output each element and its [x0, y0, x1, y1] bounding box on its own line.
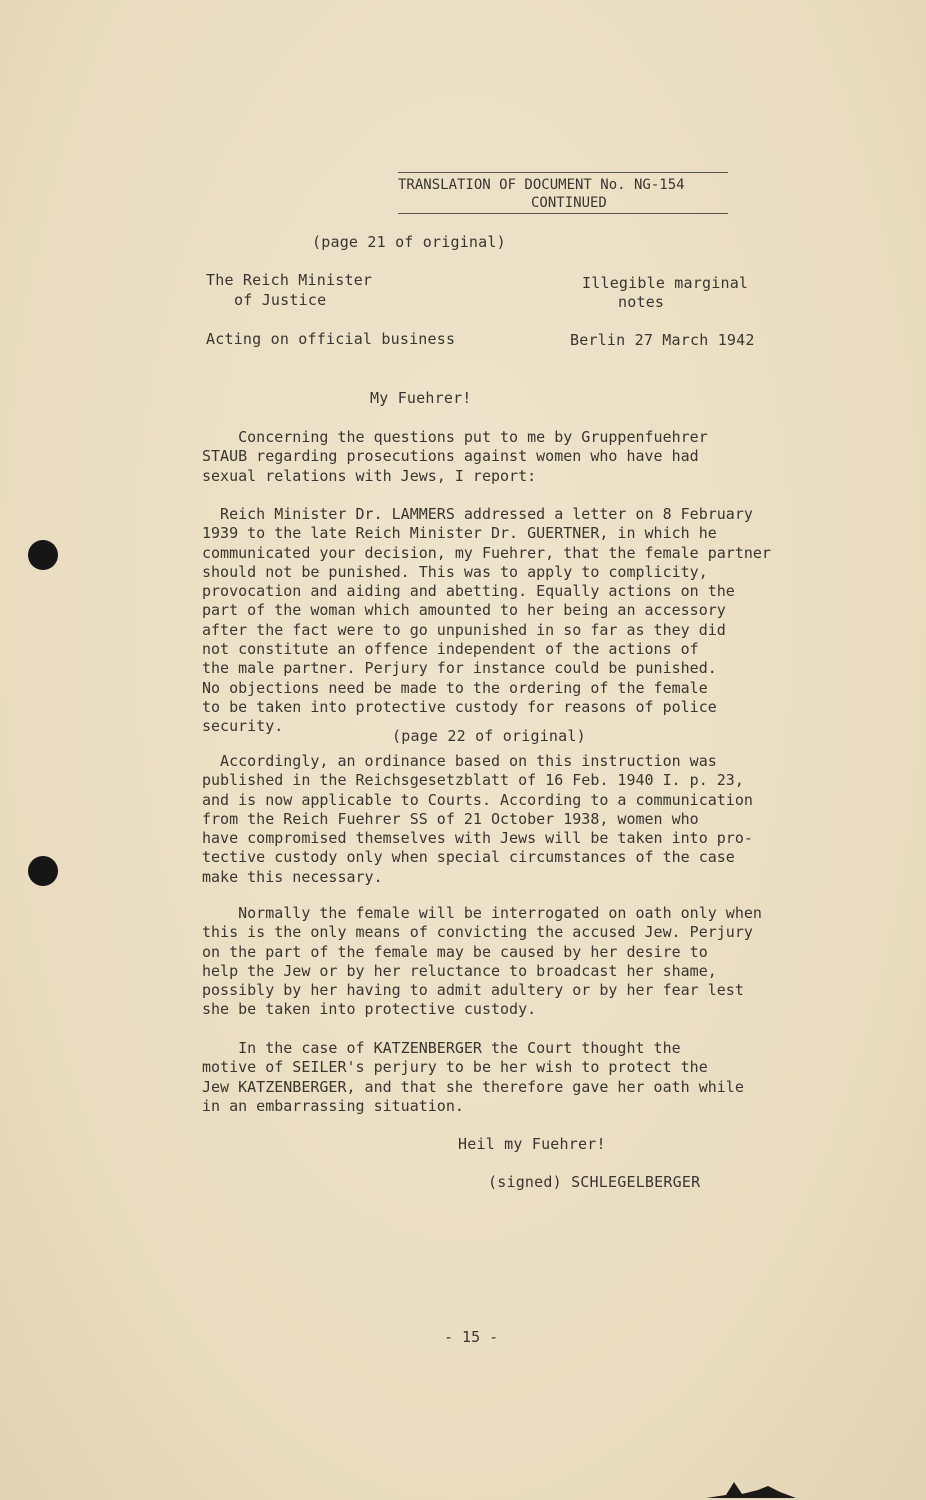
text-line: tective custody only when special circumstances of the case: [202, 848, 735, 867]
paragraph-4: [202, 904, 842, 1020]
text-line: possibly by her having to admit adultery or by her fear lest: [202, 981, 744, 1000]
sender-line-1: The Reich Minister: [206, 271, 373, 289]
text-line: help the Jew or by her reluctance to broadcast her shame,: [202, 961, 717, 980]
text-line: from the Reich Fuehrer SS of 21 October 1938, women who: [202, 809, 699, 828]
text-line: have compromised themselves with Jews will be taken into pro-: [202, 829, 753, 848]
punch-hole-icon: [28, 856, 58, 886]
header-rule-top: [398, 172, 728, 173]
paragraph-2: [202, 505, 842, 737]
text-line: make this necessary.: [202, 867, 383, 886]
punch-hole-icon: [28, 540, 58, 570]
signature: (signed) SCHLEGELBERGER: [488, 1173, 701, 1191]
text-line: 1939 to the late Reich Minister Dr. GUERTNER, in which he: [202, 524, 717, 543]
text-line: after the fact were to go unpunished in so far as they did: [202, 620, 726, 639]
text-line: provocation and aiding and abetting. Equally actions on the: [202, 582, 735, 601]
place-date: Berlin 27 March 1942: [570, 331, 755, 349]
header-rule-bottom: [398, 213, 728, 214]
text-line: Normally the female will be interrogated on oath only when: [202, 904, 762, 922]
text-line: Reich Minister Dr. LAMMERS addressed a letter on 8 February: [202, 505, 753, 523]
text-line: communicated your decision, my Fuehrer, that the female partner: [202, 543, 771, 562]
paragraph-1: [202, 428, 842, 486]
marginal-notes-line-2: notes: [618, 293, 665, 311]
document-header: [398, 172, 728, 214]
text-line: Jew KATZENBERGER, and that she therefore gave her oath while: [202, 1077, 744, 1096]
ink-mark-icon: [706, 1468, 806, 1500]
text-line: to be taken into protective custody for reasons of police: [202, 697, 717, 716]
text-line: In the case of KATZENBERGER the Court thought the: [202, 1039, 681, 1057]
text-line: the male partner. Perjury for instance could be punished.: [202, 659, 717, 678]
marginal-notes-line-1: Illegible marginal: [582, 274, 749, 292]
text-line: STAUB regarding prosecutions against women who have had: [202, 447, 699, 466]
sender-line-3: Acting on official business: [206, 330, 456, 348]
closing: Heil my Fuehrer!: [458, 1135, 606, 1153]
text-line: security.: [202, 717, 284, 736]
text-line: Accordingly, an ordinance based on this instruction was: [202, 752, 717, 770]
text-line: No objections need be made to the ordering of the female: [202, 678, 708, 697]
page-reference-21: (page 21 of original): [312, 233, 506, 251]
text-line: published in the Reichsgesetzblatt of 16 Feb. 1940 I. p. 23,: [202, 771, 744, 790]
header-continued: CONTINUED: [531, 195, 607, 211]
text-line: part of the woman which amounted to her being an accessory: [202, 601, 726, 620]
text-line: this is the only means of convicting the accused Jew. Perjury: [202, 923, 753, 942]
text-line: on the part of the female may be caused by her desire to: [202, 942, 708, 961]
text-line: she be taken into protective custody.: [202, 1000, 537, 1019]
text-line: in an embarrassing situation.: [202, 1096, 464, 1115]
text-line: motive of SEILER's perjury to be her wish to protect the: [202, 1058, 708, 1077]
paragraph-5: [202, 1039, 842, 1116]
paragraph-3: [202, 752, 842, 887]
text-line: and is now applicable to Courts. According to a communication: [202, 790, 753, 809]
text-line: sexual relations with Jews, I report:: [202, 466, 537, 485]
text-line: should not be punished. This was to apply to complicity,: [202, 562, 708, 581]
page-reference-22: (page 22 of original): [392, 727, 586, 745]
page-number: - 15 -: [444, 1328, 499, 1346]
text-line: not constitute an offence independent of the actions of: [202, 640, 699, 659]
sender-line-2: of Justice: [234, 291, 327, 309]
text-line: Concerning the questions put to me by Gruppenfuehrer: [202, 428, 708, 446]
salutation: My Fuehrer!: [370, 389, 472, 407]
header-title: TRANSLATION OF DOCUMENT No. NG-154: [398, 177, 685, 193]
